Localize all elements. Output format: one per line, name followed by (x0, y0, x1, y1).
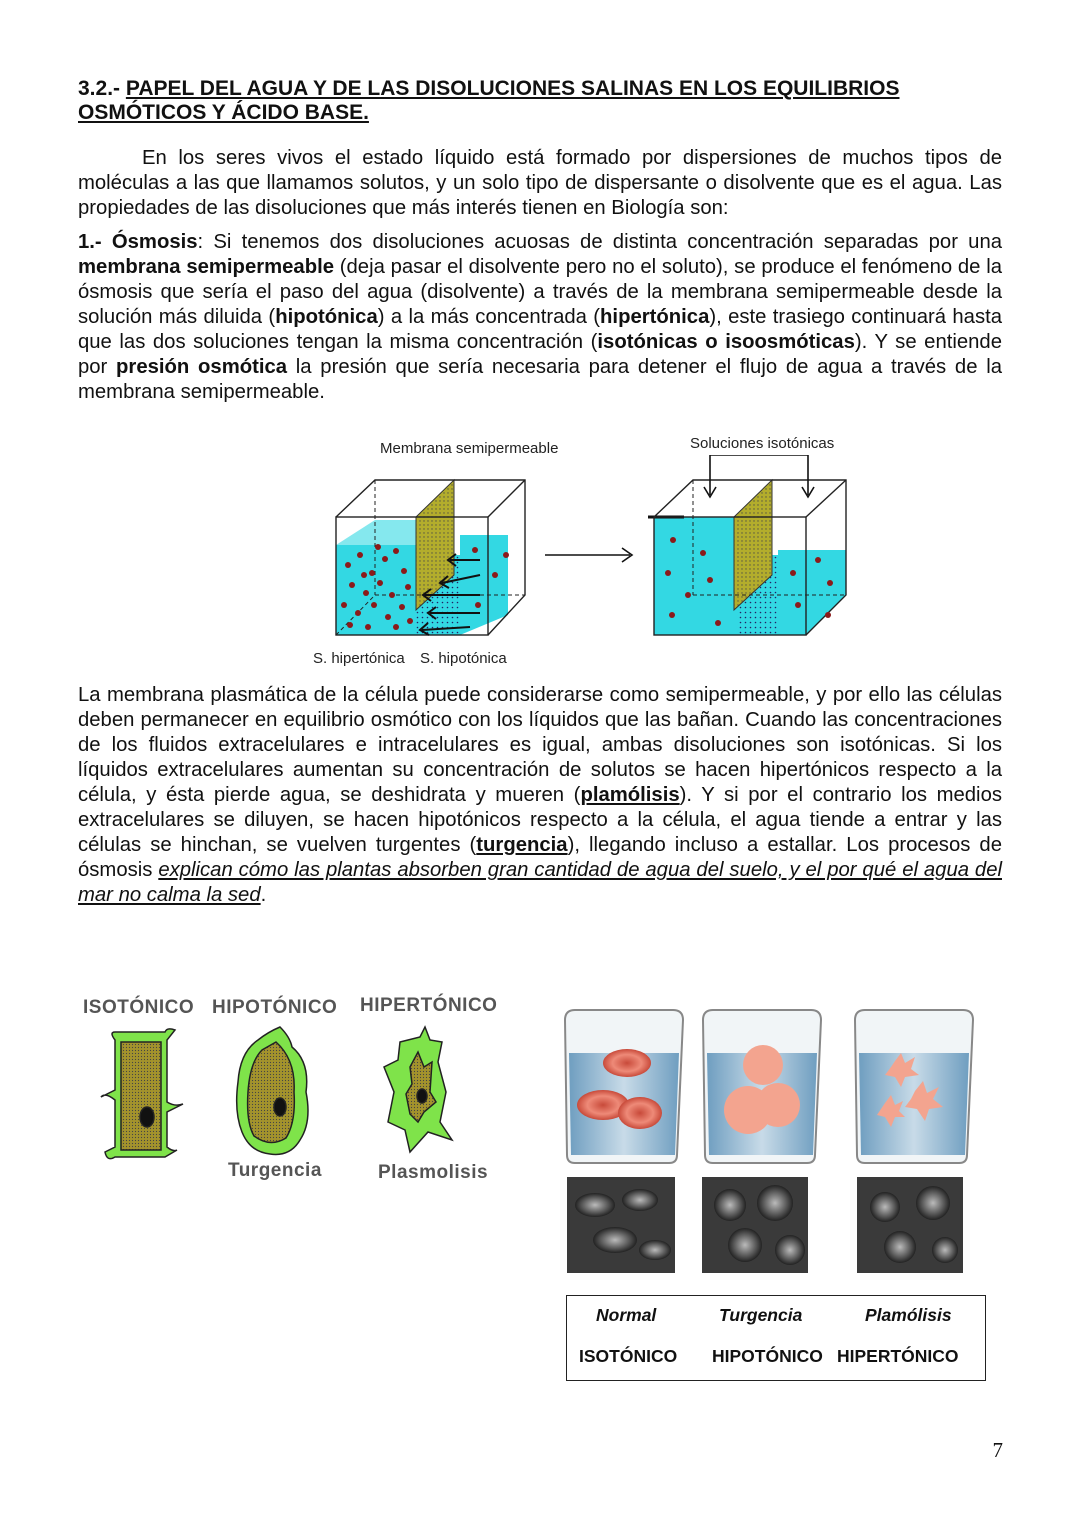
cell-isotonic (101, 1029, 183, 1159)
table-cell-hipertonico: HIPERTÓNICO (837, 1346, 959, 1366)
table-cell-isotonico: ISOTÓNICO (579, 1346, 678, 1366)
plant-cells-figure (95, 1022, 495, 1162)
label-hypertonic: S. hipertónica (313, 650, 405, 667)
beaker-isotonic (565, 1010, 683, 1163)
osmosis-text: ). Y se entiende por (78, 331, 1002, 378)
label-isotonico: ISOTÓNICO (83, 997, 195, 1018)
osmosis-text: ) a la más concentrada ( (377, 306, 601, 328)
cells-text: . (260, 884, 267, 906)
caption-plasmolisis: Plasmolisis (378, 1162, 489, 1183)
table-cell-normal: Normal (596, 1305, 657, 1325)
cells-text: La membrana plasmática de la célula puede considerarse como semipermeable, y por ello las células deben permanecer en equilibrio osmótico con los líquidos que las bañan. Cuando las concentraciones de los fluidos extracelulares e intracelulares es igual, ambas disoluciones son isotónicas. Si los líquidos extracelulares aumentan su concentración de solutos se hacen hipertónicos respecto a la célula, y ésta pierde agua, se deshidrata y mueren ( (78, 684, 1002, 806)
label-hipertonico: HIPERTÓNICO (360, 995, 498, 1016)
cells-paragraph (78, 683, 1002, 908)
page-number: 7 (992, 1438, 1003, 1462)
caption-turgencia: Turgencia (228, 1160, 322, 1181)
term-isotonicas: isotónicas o isoosmóticas (597, 331, 855, 353)
section-number: 3.2.- (78, 77, 121, 100)
rbc-normal (603, 1049, 651, 1077)
cell-hypertonic (384, 1027, 452, 1152)
table-cell-plamolisis: Plamólisis (865, 1305, 952, 1325)
term-plamolisis: plamólisis (580, 784, 680, 806)
term-membrana: membrana semipermeable (78, 256, 335, 278)
label-hypotonic: S. hipotónica (420, 650, 507, 667)
section-title (78, 77, 1002, 125)
osmosis-text: la presión que sería necesaria para detener el flujo de agua a través de la membrana semipermeable. (78, 356, 1002, 403)
term-presion-osmotica: presión osmótica (116, 356, 288, 378)
cells-text: ), llegando incluso a estallar. Los procesos de ósmosis (78, 834, 1002, 881)
osmosis-paragraph (78, 230, 1002, 405)
rbc-swollen (756, 1083, 800, 1127)
rbc-swollen (743, 1045, 783, 1085)
intro-paragraph: En los seres vivos el estado líquido está formado por dispersiones de muchos tipos de moléculas a las que llamamos solutos, y un solo tipo de dispersante o disolvente que es el agua. Las propiedades de las disoluciones que más interés tienen en Biología son: (78, 147, 1002, 219)
osmosis-text: (deja pasar el disolvente pero no el soluto), se produce el fenómeno de la ósmosis que sería el paso del agua (disolvente) a través de la membrana semipermeable desde la solución más diluida ( (78, 256, 1002, 328)
osmosis-heading: 1.- Ósmosis (78, 231, 198, 253)
rbc-beakers-figure (555, 995, 975, 1280)
term-turgencia: turgencia (476, 834, 568, 856)
table-cell-hipotonico: HIPOTÓNICO (712, 1346, 823, 1366)
rbc-table (566, 1295, 986, 1381)
micrographs (567, 1177, 963, 1273)
table-cell-turgencia: Turgencia (719, 1305, 803, 1325)
transition-arrow (545, 548, 632, 562)
box-after (648, 455, 846, 635)
label-hipotonico: HIPOTÓNICO (212, 997, 338, 1018)
osmosis-diagram (330, 455, 870, 645)
cells-text: ). Y si por el contrario los medios extracelulares se diluyen, se hacen hipotónicos respecto a la célula, el agua tiende a entrar y las células se hinchan, se vuelven turgentes ( (78, 784, 1002, 856)
cell-hypotonic (237, 1027, 308, 1154)
beaker-hypotonic (703, 1010, 821, 1163)
osmosis-text: ), este trasiego continuará hasta que las dos soluciones tengan la misma concentración ( (78, 306, 1002, 353)
term-hipertonica: hipertónica (600, 306, 710, 328)
label-isotonic: Soluciones isotónicas (690, 435, 835, 452)
section-title-text: PAPEL DEL AGUA Y DE LAS DISOLUCIONES SALINAS EN LOS EQUILIBRIOS OSMÓTICOS Y ÁCIDO BASE. (78, 77, 900, 124)
term-hipotonica: hipotónica (275, 306, 378, 328)
beaker-hypertonic (855, 1010, 973, 1163)
rbc-normal (618, 1097, 662, 1129)
box-before (336, 480, 525, 635)
label-membrane: Membrana semipermeable (380, 440, 559, 457)
osmosis-examples: explican cómo las plantas absorben gran cantidad de agua del suelo, y el por qué el agua del mar no calma la sed (78, 859, 1002, 906)
osmosis-text: : Si tenemos dos disoluciones acuosas de distinta concentración separadas por una (197, 231, 1002, 253)
